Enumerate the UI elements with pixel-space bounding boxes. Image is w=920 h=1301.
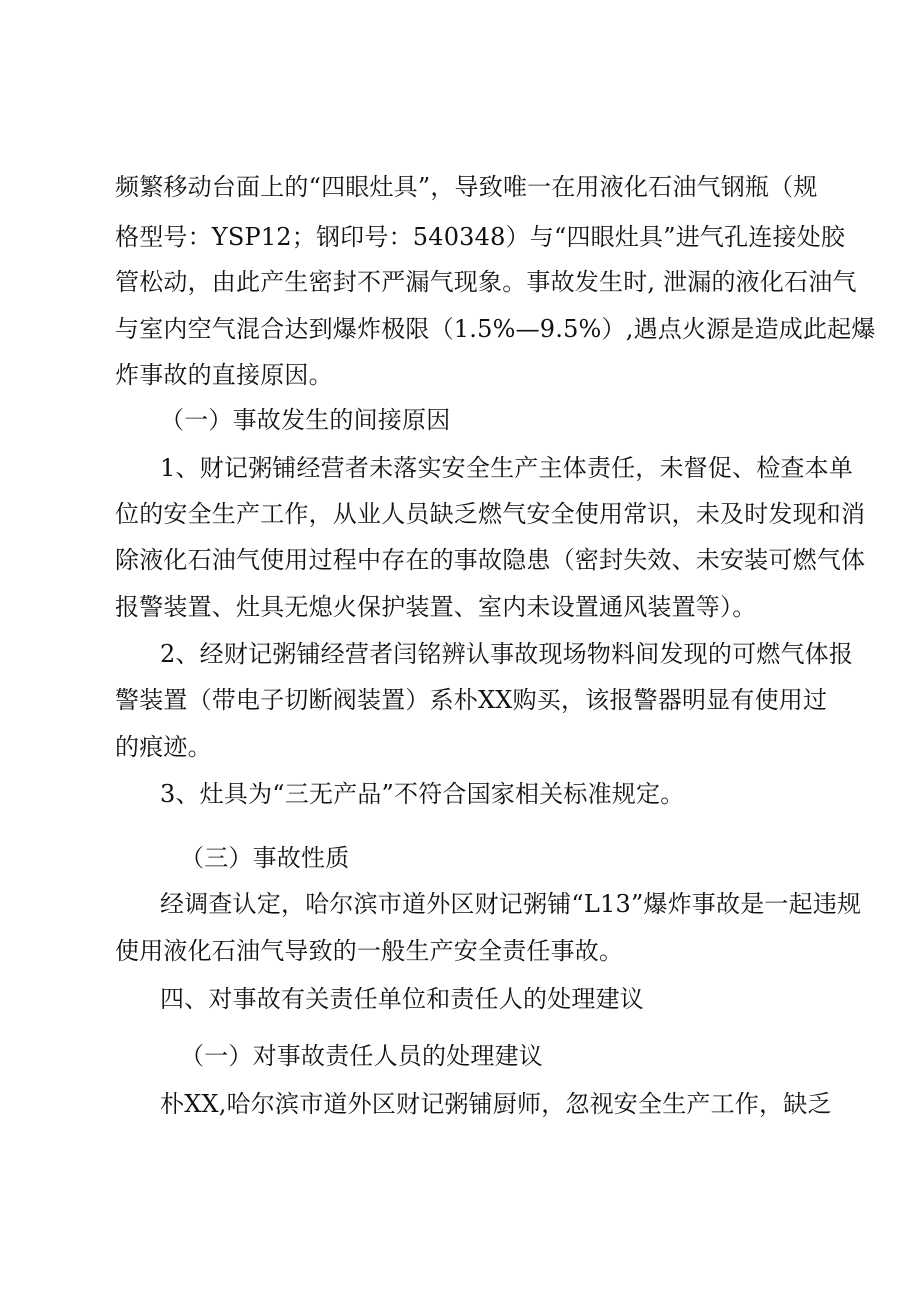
text-line: 除液化石油气使用过程中存在的事故隐患（密封失效、未安装可燃气体 [115,546,866,574]
text-line: 炸事故的直接原因。 [115,361,333,389]
text-line: 的痕迹。 [115,733,212,761]
section-heading: （一）对事故责任人员的处理建议 [180,1042,543,1070]
text-line: 报警装置、灶具无熄火保护装置、室内未设置通风装置等）。 [115,593,757,621]
text-line: 1、财记粥铺经营者未落实安全生产主体责任，未督促、检查本单 [160,454,854,482]
text-line: 管松动，由此产生密封不严漏气现象。事故发生时, 泄漏的液化石油气 [115,268,857,296]
text-line: 朴XX,哈尔滨市道外区财记粥铺厨师，忽视安全生产工作，缺乏 [160,1090,832,1118]
text-line: 使用液化石油气导致的一般生产安全责任事故。 [115,937,624,965]
text-line: 位的安全生产工作，从业人员缺乏燃气安全使用常识，未及时发现和消 [115,500,866,528]
text-line: 警装置（带电子切断阀装置）系朴XX购买，该报警器明显有使用过 [115,686,828,714]
text-line: 2、经财记粥铺经营者闫铭辨认事故现场物料间发现的可燃气体报 [160,640,854,668]
text-line: 格型号：YSP12；钢印号：540348）与“四眼灶具”进气孔连接处胶 [115,223,846,251]
text-line: 经调查认定，哈尔滨市道外区财记粥铺“L13”爆炸事故是一起违规 [160,890,862,918]
section-heading: 四、对事故有关责任单位和责任人的处理建议 [160,985,644,1013]
section-heading: （一）事故发生的间接原因 [160,406,451,434]
text-line: 3、灶具为“三无产品”不符合国家相关标准规定。 [160,780,685,808]
section-heading: （三）事故性质 [180,844,350,872]
text-line: 与室内空气混合达到爆炸极限（1.5%—9.5%）,遇点火源是造成此起爆 [115,315,876,343]
text-line: 频繁移动台面上的“四眼灶具”，导致唯一在用液化石油气钢瓶（规 [115,173,818,201]
